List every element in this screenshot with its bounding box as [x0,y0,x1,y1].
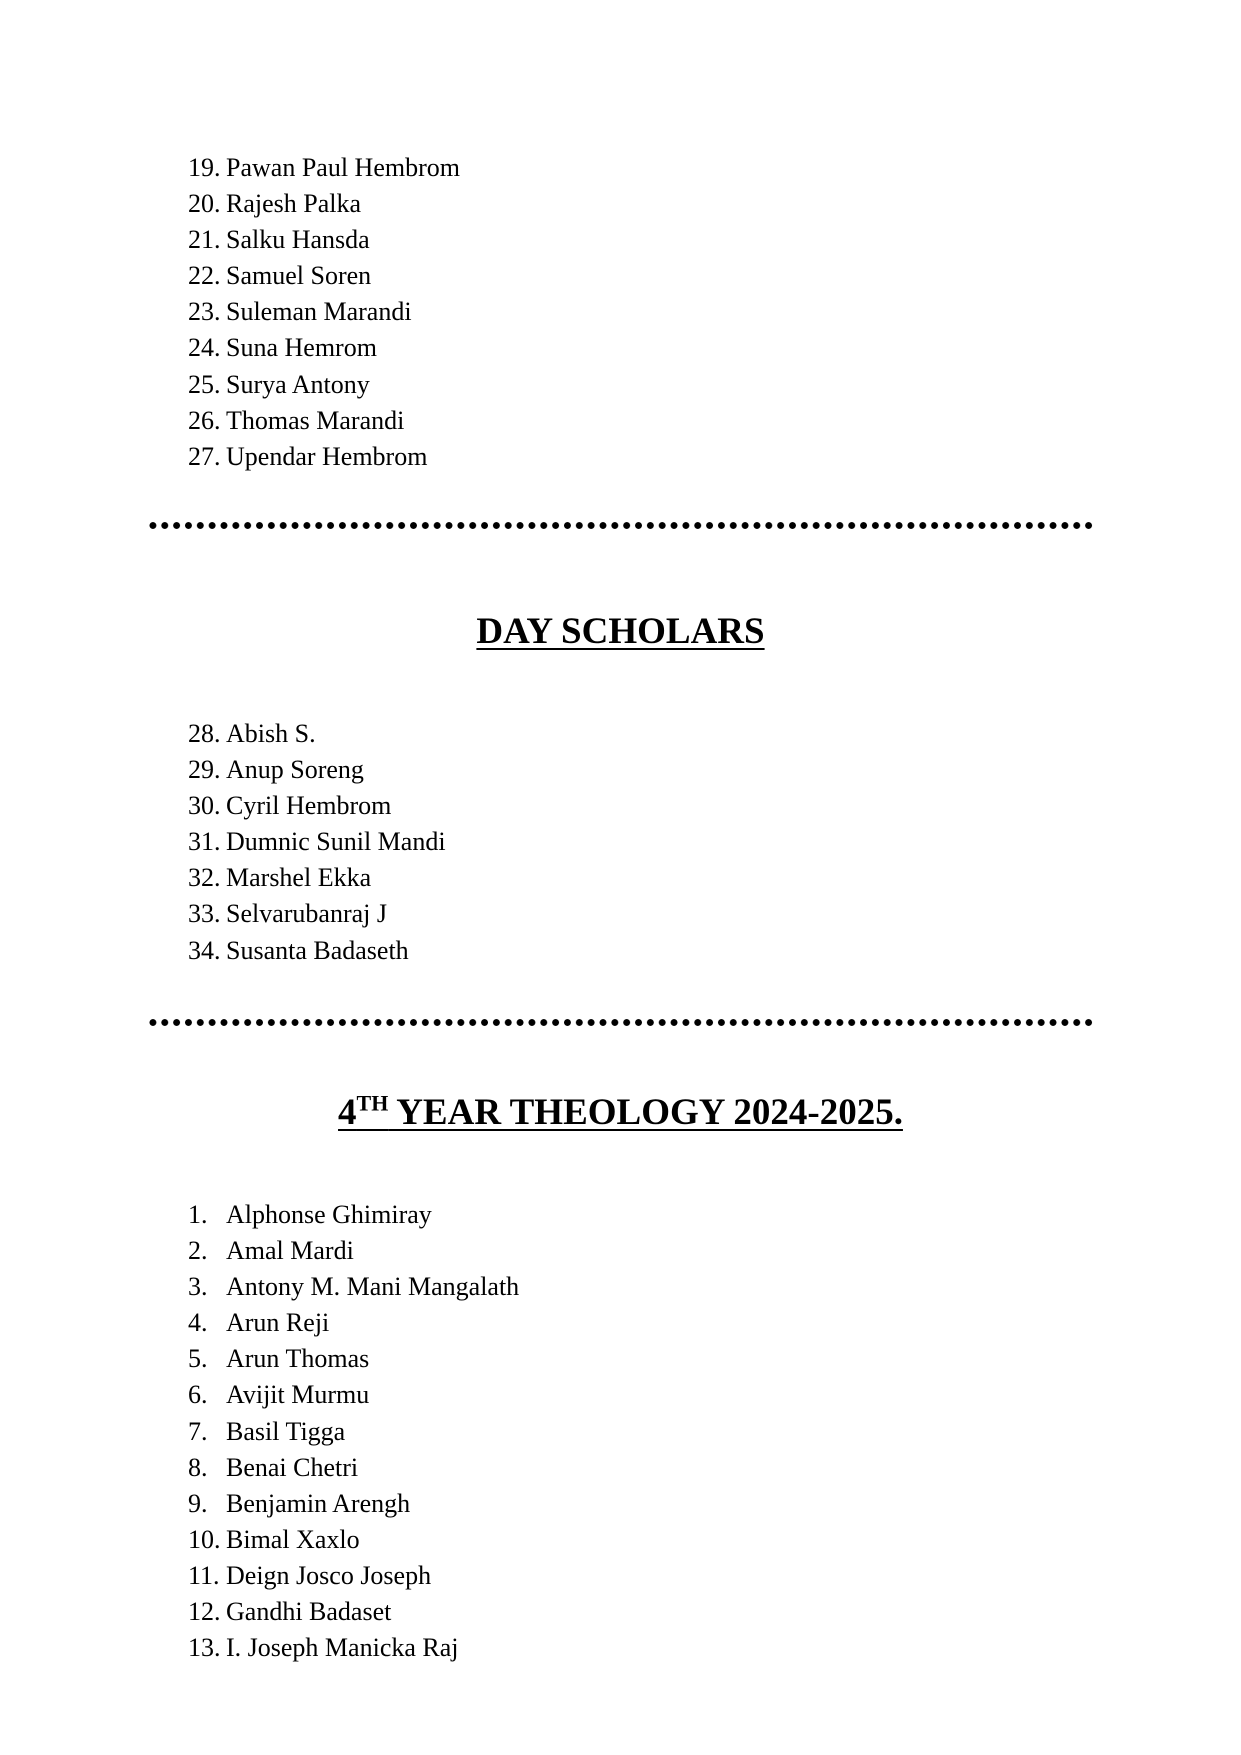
item-name: Pawan Paul Hembrom [226,153,460,182]
item-number: 31. [188,827,221,857]
list-item [188,860,446,896]
item-number: 26. [188,405,221,435]
fourth-year-list [188,1197,519,1666]
fourth-year-heading [0,1091,1241,1135]
list-item [188,258,460,294]
list-item [188,222,460,258]
item-name: Cyril Hembrom [226,791,392,821]
item-name: Alphonse Ghimiray [226,1200,432,1229]
item-name: Salku Hansda [226,225,370,255]
item-name: Deign Josco Joseph [226,1560,432,1590]
list-item [188,439,460,475]
item-name: Rajesh Palka [226,189,362,219]
item-name: Upendar Hembrom [226,441,428,471]
list-item [188,896,446,932]
list-item [188,1305,519,1341]
item-number: 29. [188,755,221,785]
list-item [188,330,460,366]
list-item [188,1341,519,1377]
item-name: Samuel Soren [226,261,372,291]
list-item [188,1414,519,1450]
item-number: 20. [188,189,221,219]
item-number: 11. [188,1560,220,1590]
item-name: Bimal Xaxlo [226,1524,360,1554]
item-name: Abish S. [226,719,316,748]
item-number: 2. [188,1236,208,1266]
list-item [188,1377,519,1413]
item-name: I. Joseph Manicka Raj [226,1633,459,1663]
item-name: Selvarubanraj J [226,899,388,929]
item-name: Suna Hemrom [226,333,377,363]
item-name: Suleman Marandi [226,297,412,327]
item-number: 28. [188,719,221,748]
item-number: 3. [188,1272,208,1302]
list-item [188,1197,519,1233]
item-number: 23. [188,297,221,327]
item-number: 27. [188,441,221,471]
item-number: 34. [188,935,221,965]
item-name: Surya Antony [226,369,370,399]
item-name: Amal Mardi [226,1236,354,1266]
item-name: Benai Chetri [226,1452,359,1482]
heading-number: 4 [338,1092,357,1133]
list-item [188,788,446,824]
item-number: 30. [188,791,221,821]
item-number: 7. [188,1416,208,1446]
item-number: 10. [188,1524,221,1554]
list-item [188,1269,519,1305]
item-number: 21. [188,225,221,255]
dotted-divider [147,522,1095,529]
list-item [188,1486,519,1522]
day-scholars-list [188,716,446,969]
list-item [188,367,460,403]
list-item [188,824,446,860]
list-item [188,716,446,752]
list-item [188,1233,519,1269]
item-number: 22. [188,261,221,291]
item-number: 1. [188,1200,208,1229]
list-item [188,1450,519,1486]
item-number: 19. [188,153,221,182]
item-name: Gandhi Badaset [226,1597,392,1627]
list-item [188,1558,519,1594]
item-name: Arun Thomas [226,1344,370,1374]
boarders-list [188,150,460,475]
list-item [188,1594,519,1630]
list-item [188,933,446,969]
item-number: 33. [188,899,221,929]
list-item [188,1630,519,1666]
item-number: 9. [188,1488,208,1518]
item-name: Basil Tigga [226,1416,346,1446]
day-scholars-heading [0,610,1241,654]
item-number: 6. [188,1380,208,1410]
heading-text: DAY SCHOLARS [476,611,765,652]
item-name: Antony M. Mani Mangalath [226,1272,520,1302]
item-number: 5. [188,1344,208,1374]
item-number: 12. [188,1597,221,1627]
item-name: Benjamin Arengh [226,1488,411,1518]
list-item [188,752,446,788]
item-name: Anup Soreng [226,755,364,785]
list-item [188,403,460,439]
item-number: 8. [188,1452,208,1482]
heading-superscript: TH [356,1090,389,1116]
item-name: Arun Reji [226,1308,330,1338]
item-number: 4. [188,1308,208,1338]
item-name: Avijit Murmu [226,1380,370,1410]
heading-text: YEAR THEOLOGY 2024-2025. [388,1092,903,1133]
item-name: Susanta Badaseth [226,935,409,965]
item-number: 24. [188,333,221,363]
item-name: Marshel Ekka [226,863,372,893]
list-item [188,186,460,222]
item-name: Dumnic Sunil Mandi [226,827,446,857]
list-item [188,150,460,186]
list-item [188,1522,519,1558]
dotted-divider [147,1019,1095,1026]
list-item [188,294,460,330]
item-number: 25. [188,369,221,399]
item-number: 32. [188,863,221,893]
item-name: Thomas Marandi [226,405,405,435]
item-number: 13. [188,1633,221,1663]
